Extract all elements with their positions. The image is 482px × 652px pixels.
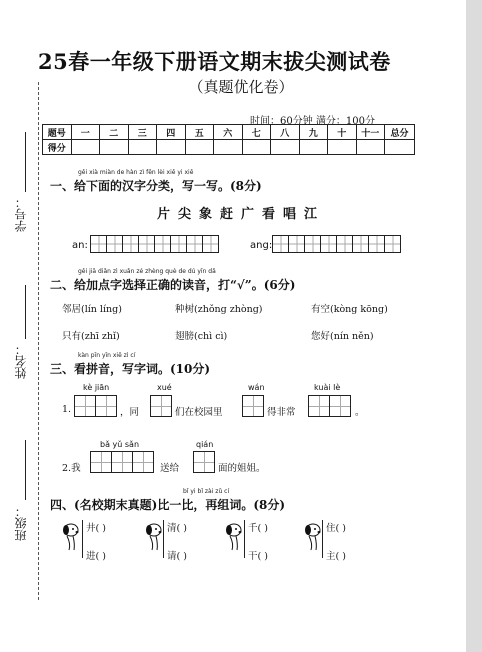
q3-text: 们在校园里 (175, 407, 223, 418)
q4-pair-top[interactable]: 千( ) (248, 523, 268, 534)
q3-answer-grid[interactable] (150, 395, 171, 417)
q3-answer-grid[interactable] (193, 451, 214, 473)
student-no-label: 学号： (14, 196, 28, 232)
q3-text: ，同 (120, 407, 140, 418)
table-cell: 一 (71, 125, 100, 140)
class-blank (25, 440, 26, 500)
q1-heading: 一、给下面的汉字分类，写一写。(8分) (50, 179, 262, 193)
q3-heading: 三、看拼音，写字词。(10分) (50, 362, 211, 376)
q1-ang-grid[interactable] (272, 235, 400, 253)
q4-pinyin: bǐ yi bǐ zài zǔ cí (183, 488, 230, 495)
writing-cell[interactable] (170, 235, 187, 253)
table-cell: 二 (100, 125, 129, 140)
writing-cell[interactable] (308, 395, 330, 417)
dog-mascot-icon (302, 522, 324, 552)
table-cell: 三 (128, 125, 157, 140)
pair-divider (163, 520, 164, 558)
q2-option[interactable]: 翅膀(chì cì) (175, 331, 228, 342)
q3-text: 面的姐姐。 (218, 463, 266, 474)
writing-cell[interactable] (186, 235, 203, 253)
q3-row2-number: 2.我 (62, 463, 81, 474)
table-cell: 八 (271, 125, 300, 140)
score-table-score-row (43, 140, 415, 155)
writing-cell[interactable] (272, 235, 289, 253)
q1-characters: 片尖象赶广看唱江 (156, 207, 325, 222)
q4-pair-top[interactable]: 井( ) (86, 523, 106, 534)
q1-pinyin: gěi xià miàn de hàn zì fēn lèi xiě yi xiě (78, 169, 194, 176)
q2-pinyin: gěi jiā diǎn zì xuǎn zé zhèng què de dú yīn dǎ (78, 268, 216, 275)
writing-cell[interactable] (320, 235, 337, 253)
q1-ang-label: ang: (250, 240, 273, 251)
writing-cell[interactable] (193, 451, 215, 473)
score-cell[interactable] (271, 140, 300, 155)
writing-cell[interactable] (242, 395, 264, 417)
binding-dashed-line (38, 82, 39, 600)
writing-cell[interactable] (384, 235, 401, 253)
q4-pair-bottom[interactable]: 进( ) (86, 551, 106, 562)
q3-row1-number: 1. (62, 404, 72, 415)
q3-word-pinyin: wán (248, 383, 265, 392)
score-table (42, 124, 415, 155)
writing-cell[interactable] (90, 451, 112, 473)
table-cell: 十一 (356, 125, 385, 140)
score-cell[interactable] (242, 140, 271, 155)
page-title: 25春一年级下册语文期末拔尖测试卷 (38, 49, 391, 74)
time-score-info: 时间：60分钟 满分：100分 (250, 116, 375, 127)
score-cell[interactable] (385, 140, 415, 155)
score-cell[interactable] (328, 140, 357, 155)
q2-option[interactable]: 您好(nín něn) (311, 331, 374, 342)
q4-pair-top[interactable]: 清( ) (167, 523, 187, 534)
writing-cell[interactable] (336, 235, 353, 253)
q3-pinyin: kàn pīn yīn xiě zì cí (78, 352, 136, 359)
table-cell: 九 (299, 125, 328, 140)
q3-word-pinyin: xué (157, 383, 172, 392)
q1-an-label: an: (72, 240, 88, 251)
q3-answer-grid[interactable] (242, 395, 263, 417)
writing-cell[interactable] (202, 235, 219, 253)
score-cell[interactable] (71, 140, 100, 155)
q2-heading: 二、给加点字选择正确的读音，打“√”。(6分) (50, 278, 296, 292)
writing-cell[interactable] (304, 235, 321, 253)
q3-answer-grid[interactable] (90, 451, 153, 473)
q2-option[interactable]: 邻居(lín líng) (62, 304, 122, 315)
writing-cell[interactable] (154, 235, 171, 253)
dog-mascot-icon (223, 522, 245, 552)
writing-cell[interactable] (106, 235, 123, 253)
q3-text: 得非常 (267, 407, 296, 418)
writing-cell[interactable] (132, 451, 154, 473)
writing-cell[interactable] (74, 395, 96, 417)
table-cell: 得分 (43, 140, 72, 155)
table-cell: 五 (185, 125, 214, 140)
writing-cell[interactable] (368, 235, 385, 253)
pair-divider (82, 520, 83, 558)
table-cell: 十 (328, 125, 357, 140)
score-cell[interactable] (185, 140, 214, 155)
pair-divider (244, 520, 245, 558)
dog-mascot-icon (143, 522, 165, 552)
writing-cell[interactable] (90, 235, 107, 253)
q4-pair-top[interactable]: 住( ) (326, 523, 346, 534)
page-subtitle: （真题优化卷） (188, 78, 294, 96)
writing-cell[interactable] (288, 235, 305, 253)
score-cell[interactable] (157, 140, 186, 155)
writing-cell[interactable] (150, 395, 172, 417)
score-cell[interactable] (100, 140, 129, 155)
writing-cell[interactable] (95, 395, 117, 417)
q3-text: 。 (355, 407, 365, 418)
q3-text: 送给 (160, 463, 180, 474)
q3-word-pinyin: kuài lè (314, 383, 341, 392)
pair-divider (322, 520, 323, 558)
writing-cell[interactable] (138, 235, 155, 253)
table-cell: 四 (157, 125, 186, 140)
writing-cell[interactable] (122, 235, 139, 253)
score-table-header-row (43, 125, 415, 140)
dog-mascot-icon (60, 522, 82, 552)
q3-answer-grid[interactable] (308, 395, 350, 417)
q4-heading: 四、(名校期末真题)比一比，再组词。(8分) (50, 498, 286, 512)
q2-option[interactable]: 有空(kòng kōng) (311, 304, 388, 315)
q2-option[interactable]: 种树(zhǒng zhòng) (175, 304, 263, 315)
q1-an-grid[interactable] (90, 235, 218, 253)
class-label: 班级： (14, 505, 28, 541)
writing-cell[interactable] (111, 451, 133, 473)
student-no-blank (25, 132, 26, 192)
q3-word-pinyin: qián (196, 440, 214, 449)
q4-pair-bottom[interactable]: 干( ) (248, 551, 268, 562)
q3-word-pinyin: bǎ yǔ sǎn (100, 440, 140, 449)
q4-pair-bottom[interactable]: 主( ) (326, 551, 346, 562)
table-cell: 题号 (43, 125, 72, 140)
score-cell[interactable] (214, 140, 243, 155)
name-blank (25, 285, 26, 339)
score-cell[interactable] (128, 140, 157, 155)
name-label: 姓名： (14, 343, 28, 379)
writing-cell[interactable] (329, 395, 351, 417)
q4-pair-bottom[interactable]: 请( ) (167, 551, 187, 562)
table-cell: 总分 (385, 125, 415, 140)
q3-answer-grid[interactable] (74, 395, 116, 417)
writing-cell[interactable] (352, 235, 369, 253)
table-cell: 七 (242, 125, 271, 140)
score-cell[interactable] (299, 140, 328, 155)
q2-option[interactable]: 只有(zhī zhǐ) (62, 331, 120, 342)
q3-word-pinyin: kè jiān (83, 383, 110, 392)
table-cell: 六 (214, 125, 243, 140)
score-cell[interactable] (356, 140, 385, 155)
right-gray-margin (466, 0, 482, 652)
